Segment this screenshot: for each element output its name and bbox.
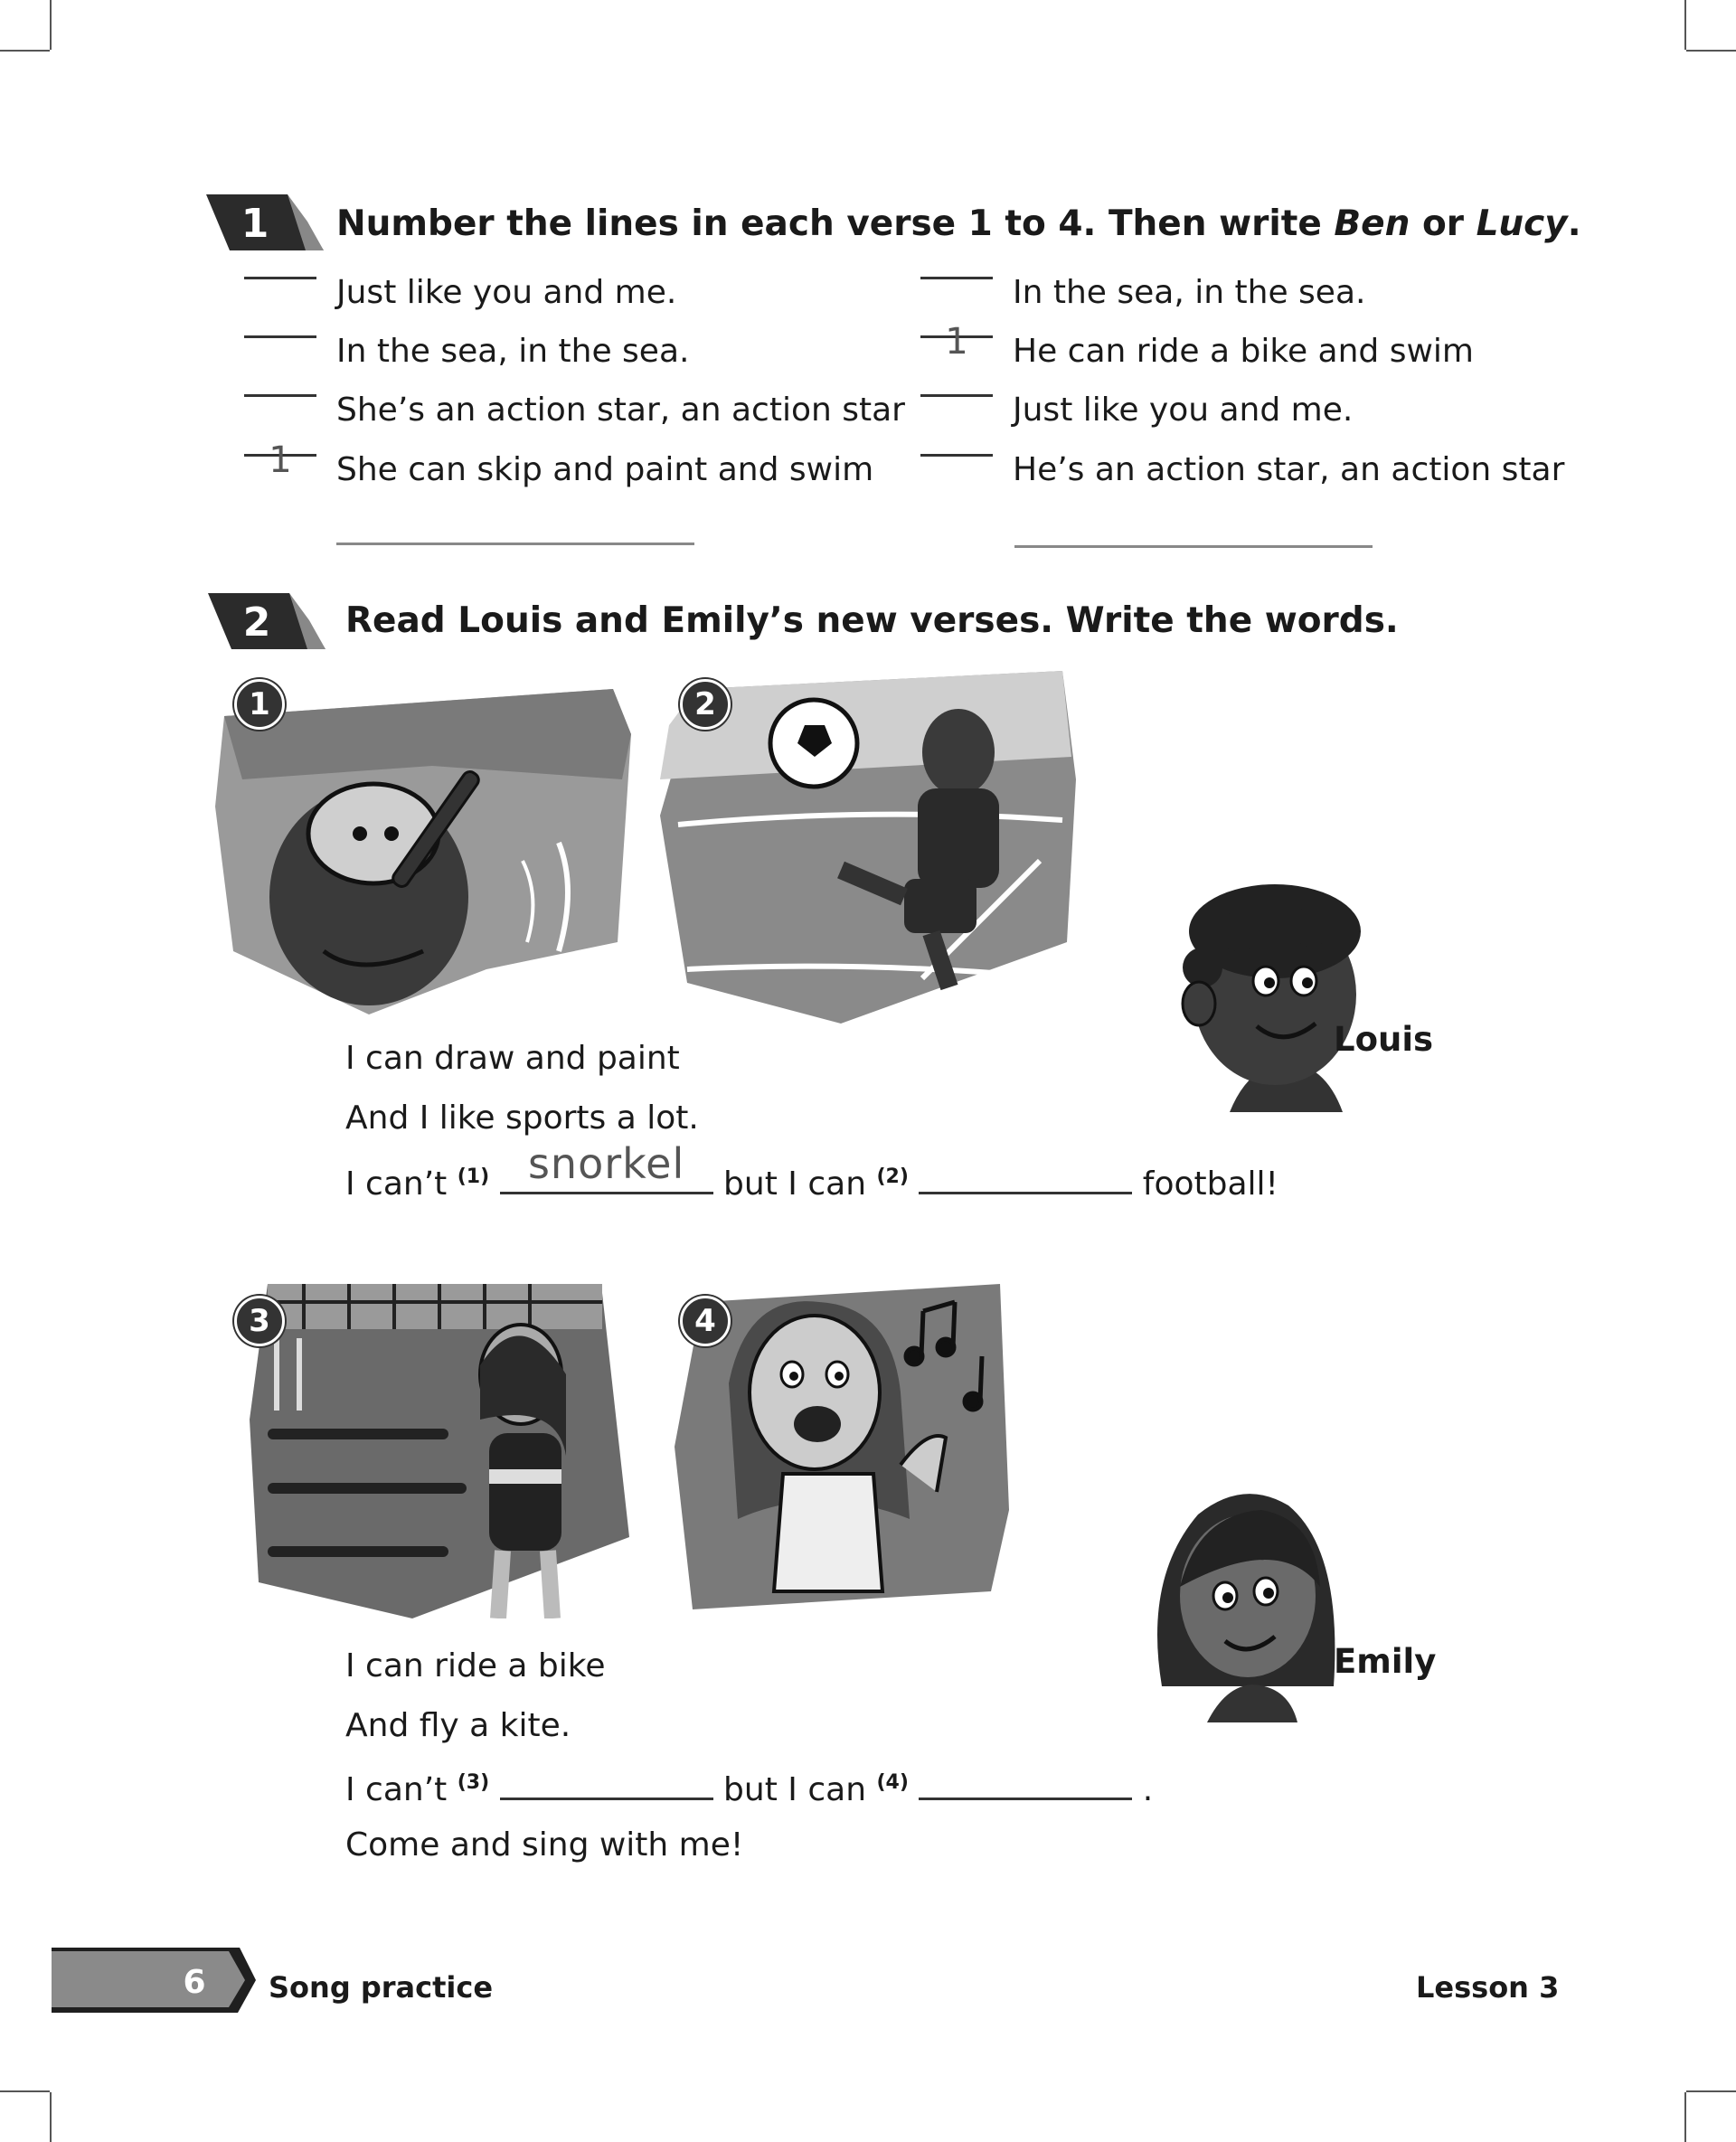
picture-number: 2 [680, 679, 731, 730]
verse-line: Come and sing with me! [345, 1826, 744, 1864]
verse-text: I can’t [345, 1165, 458, 1203]
exercise-number: 2 [242, 599, 271, 646]
verse-line: In the sea, in the sea. [336, 333, 690, 370]
answer-value: 1 [269, 439, 292, 481]
answer-blank[interactable] [920, 277, 993, 279]
verse-line: He’s an action star, an action star [1013, 451, 1565, 488]
verse-name-blank[interactable] [336, 543, 694, 545]
page-number: 6 [183, 1964, 206, 2001]
answer-blank[interactable] [920, 454, 993, 457]
handwritten-answer: snorkel [527, 1139, 685, 1188]
exercise-title [336, 203, 1581, 244]
title-text: Number the lines in each verse 1 to 4. Then write [336, 203, 1335, 244]
verse-text: football! [1132, 1165, 1278, 1203]
crop-mark [50, 2092, 52, 2142]
exercise-number: 1 [241, 201, 269, 247]
verse-line: Just like you and me. [1013, 392, 1354, 429]
answer-blank[interactable] [920, 394, 993, 397]
title-name-ben: Ben [1334, 203, 1410, 244]
exercise-number-badge [206, 194, 324, 250]
verse-line: I can ride a bike [345, 1647, 606, 1684]
title-text: . [1567, 203, 1581, 244]
picture-football [660, 671, 1076, 1024]
gap-number: (2) [876, 1165, 909, 1188]
answer-gap-3[interactable] [500, 1767, 713, 1800]
gap-number: (3) [457, 1771, 490, 1794]
answer-gap-4[interactable] [919, 1767, 1132, 1800]
verse-line: She’s an action star, an action star [336, 392, 905, 429]
crop-mark [1686, 2090, 1736, 2092]
crop-mark [0, 2090, 50, 2092]
answer-blank[interactable] [244, 394, 316, 397]
picture-snorkel [215, 680, 631, 1014]
crop-mark [1684, 0, 1686, 50]
title-text: or [1410, 203, 1477, 244]
answer-gap-2[interactable] [919, 1161, 1132, 1194]
character-name-emily: Emily [1334, 1642, 1437, 1681]
answer-gap-1[interactable] [500, 1139, 713, 1194]
crop-mark [1686, 50, 1736, 52]
answer-blank[interactable] [244, 277, 316, 279]
exercise-number-badge [208, 593, 326, 649]
verse-line: And I like sports a lot. [345, 1099, 699, 1137]
verse-text: . [1132, 1771, 1154, 1808]
verse-line: I can draw and paint [345, 1040, 680, 1077]
gap-number: (4) [876, 1771, 909, 1794]
verse-line-gaps [345, 1139, 1278, 1203]
answer-blank[interactable] [244, 335, 316, 338]
crop-mark [1684, 2092, 1686, 2142]
title-name-lucy: Lucy [1476, 203, 1568, 244]
verse-text: but I can [712, 1165, 877, 1203]
verse-line: In the sea, in the sea. [1013, 274, 1366, 311]
emily-portrait [1144, 1478, 1343, 1722]
verse-line: She can skip and paint and swim [336, 451, 874, 488]
louis-portrait [1139, 868, 1429, 1112]
section-label: Song practice [269, 1970, 494, 2005]
picture-number: 4 [680, 1296, 731, 1346]
lesson-label: Lesson 3 [1416, 1970, 1560, 2005]
crop-mark [50, 0, 52, 50]
answer-value: 1 [945, 321, 968, 363]
picture-number: 3 [234, 1296, 285, 1346]
picture-number: 1 [234, 679, 285, 730]
verse-line: And fly a kite. [345, 1707, 571, 1744]
verse-line: He can ride a bike and swim [1013, 333, 1474, 370]
verse-line-gaps [345, 1767, 1153, 1808]
crop-mark [0, 50, 50, 52]
picture-swimming-pool [250, 1275, 629, 1618]
gap-number: (1) [457, 1165, 490, 1188]
exercise-title: Read Louis and Emily’s new verses. Write the words. [345, 600, 1399, 641]
page-number-tab [52, 1944, 259, 2016]
verse-text: but I can [712, 1771, 877, 1808]
verse-text: I can’t [345, 1771, 458, 1808]
verse-line: Just like you and me. [336, 274, 677, 311]
verse-name-blank[interactable] [1014, 545, 1373, 548]
character-name-louis: Louis [1334, 1020, 1434, 1059]
